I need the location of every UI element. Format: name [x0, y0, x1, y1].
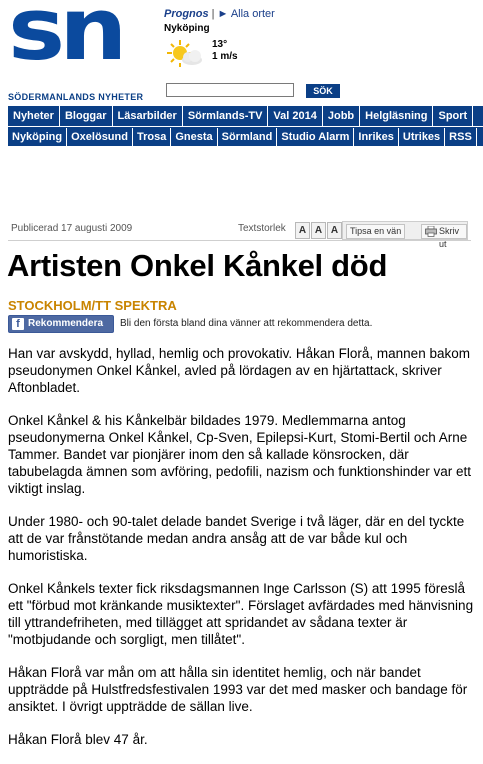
print-button[interactable] [421, 224, 467, 249]
logo-subtitle: SÖDERMANLANDS NYHETER [8, 92, 144, 102]
facebook-recommend-button[interactable] [8, 315, 114, 333]
article-paragraph: Onkel Kånkel & his Kånkelbär bildades 1979. Medlemmarna antog pseudonymerna Onkel Kånkel, Cp-Sven, Epilepsi-Kurt, Stomi-Bertil och Arne Tammer. Bandet var pionjärer inom den så kallade könsrocken, där tabubelagda ämnen som avföring, pedofili, nazism och funktionshinder var ett viktigt inslag. [8, 413, 472, 496]
subnav-item-utrikes[interactable]: Utrikes [399, 128, 445, 146]
tip-friend-button[interactable]: Tipsa en vän [346, 224, 405, 239]
facebook-recommend-label: Rekommendera [28, 318, 104, 329]
subnav-item-sormland[interactable]: Sörmland [218, 128, 278, 146]
primary-nav [8, 106, 483, 126]
nav-item-jobb[interactable]: Jobb [323, 106, 360, 126]
article-body [8, 345, 476, 764]
article-paragraph: Han var avskydd, hyllad, hemlig och provokativ. Håkan Florå, mannen bakom pseudonymen Onkel Kånkel, avled på lördagen av en hjärtattack, skriver Aftonbladet. [8, 346, 470, 395]
site-logo[interactable] [8, 0, 148, 104]
article-byline: STOCKHOLM/TT SPEKTRA [8, 298, 177, 313]
weather-readout [212, 39, 238, 63]
article-tools [342, 221, 468, 249]
article-headline: Artisten Onkel Kånkel död [7, 248, 388, 283]
subnav-item-oxelosund[interactable]: Oxelösund [67, 128, 133, 146]
published-date: Publicerad 17 augusti 2009 [11, 223, 133, 234]
subnav-item-rss[interactable]: RSS [445, 128, 477, 146]
print-label: Skriv ut [439, 226, 459, 249]
printer-icon [425, 226, 437, 237]
font-size-large-button[interactable]: A [327, 222, 342, 239]
facebook-recommend-text: Bli den första bland dina vänner att rekommendera detta. [120, 318, 373, 329]
search-input[interactable] [166, 83, 294, 97]
subnav-item-gnesta[interactable]: Gnesta [171, 128, 217, 146]
article-paragraph: Håkan Florå var mån om att hålla sin identitet hemlig, och när bandet uppträdde på Hulstfredsfestivalen 1993 var det med masker och bandage för ansiktet. I övrigt uppträdde de sällan live. [8, 665, 468, 714]
weather-city: Nyköping [164, 23, 210, 34]
font-size-small-button[interactable]: A [295, 222, 310, 239]
nav-item-nyheter[interactable]: Nyheter [8, 106, 60, 126]
logo-letters: sn [8, 0, 122, 80]
subnav-item-studio-alarm[interactable]: Studio Alarm [277, 128, 354, 146]
subnav-item-trosa[interactable]: Trosa [133, 128, 171, 146]
subnav-item-nykoping[interactable]: Nyköping [8, 128, 67, 146]
article-paragraph: Under 1980- och 90-talet delade bandet Sverige i två läger, där en del tyckte att de var frånstötande medan andra ansåg att de var både kul och humoristiska. [8, 514, 465, 563]
article-toolbar [8, 220, 471, 249]
secondary-nav [8, 126, 483, 146]
nav-item-lasarbilder[interactable]: Läsarbilder [113, 106, 183, 126]
nav-item-sport[interactable]: Sport [433, 106, 473, 126]
nav-item-val-2014[interactable]: Val 2014 [268, 106, 322, 126]
search-button[interactable]: SÖK [306, 84, 340, 98]
facebook-icon: f [12, 318, 24, 330]
article-paragraph: Onkel Kånkels texter fick riksdagsmannen Inge Carlsson (S) att 1995 föreslå ett "förbud mot kränkande musiktexter". Förslaget avfärdades med hänvisning till yttrandefriheten, med tillägget att spridandet av sådana texter är "motbjudande och sorgligt, men tillåtet". [8, 581, 474, 647]
text-size-label: Textstorlek [238, 223, 286, 234]
article-paragraph: Håkan Florå blev 47 år. [8, 732, 148, 747]
subnav-item-inrikes[interactable]: Inrikes [354, 128, 398, 146]
weather-wind: 1 m/s [212, 51, 238, 62]
nav-item-sormlands-tv[interactable]: Sörmlands-TV [183, 106, 269, 126]
weather-temperature: 13° [212, 39, 228, 50]
nav-item-helglasning[interactable]: Helgläsning [360, 106, 433, 126]
sun-cloud-icon [164, 38, 208, 68]
nav-item-bloggar[interactable]: Bloggar [60, 106, 113, 126]
all-places-link[interactable]: ► Alla orter [217, 8, 275, 20]
weather-title: Prognos [164, 8, 209, 20]
weather-separator: | [211, 8, 215, 20]
weather-widget [164, 8, 275, 62]
font-size-medium-button[interactable]: A [311, 222, 326, 239]
